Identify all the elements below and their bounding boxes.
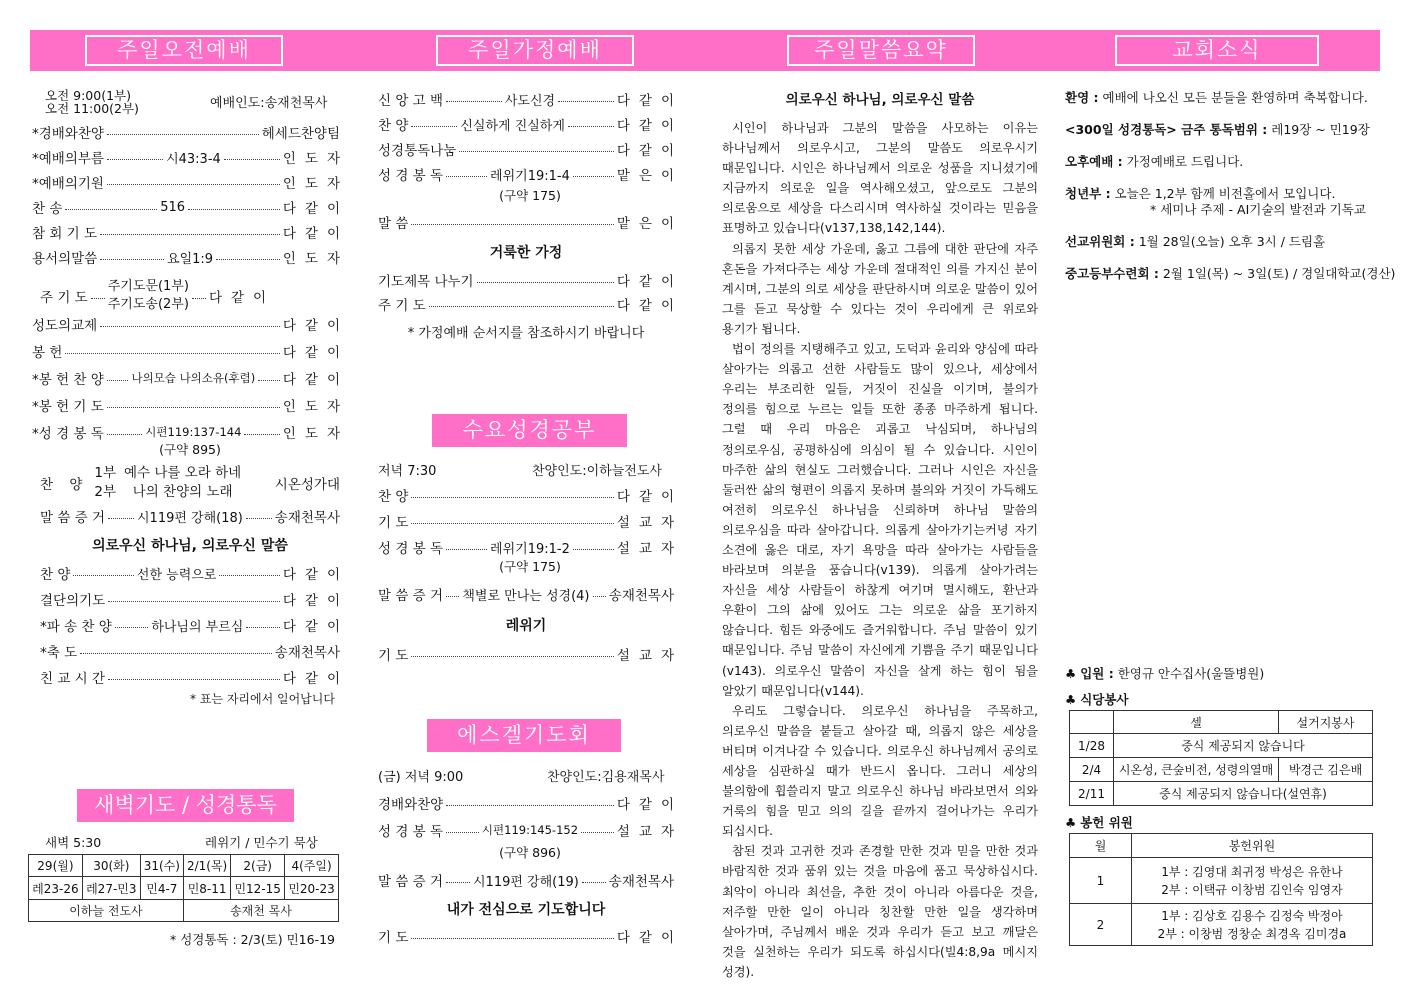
- order-who: 인도자: [282, 151, 349, 167]
- home-word-row: [378, 212, 683, 232]
- order-who: 다같이: [616, 797, 683, 813]
- order-label: 주 기 도: [378, 298, 426, 314]
- dawn-title: 새벽기도 / 성경통독: [77, 789, 294, 822]
- order-who: 다같이: [616, 489, 683, 505]
- order-mid: 레위기19:1-2: [490, 541, 570, 557]
- header-sermon-summary: 주일말씀요약: [787, 35, 975, 66]
- order-label: 찬 양: [40, 567, 71, 583]
- order-label: 경배와찬양: [378, 797, 444, 813]
- dawn-day: 2(금): [231, 855, 285, 877]
- order-label: 찬 송: [32, 201, 63, 217]
- order-row: [32, 122, 340, 142]
- dawn-leader-1: 이하늘 전도사: [29, 900, 184, 922]
- dawn-day: 4(주일): [285, 855, 339, 877]
- sermon-title: 의로우신 하나님, 의로우신 말씀: [785, 92, 975, 108]
- order-mid: 하나님의 부르심: [151, 619, 244, 635]
- order-who: 맡은이: [616, 216, 683, 232]
- wed-time: 저녁 7:30: [378, 464, 437, 479]
- ezekiel-time: (금) 저녁 9:00: [378, 770, 464, 785]
- morning-time-1: 오전 9:00(1부): [45, 88, 131, 103]
- prayer-1: 주기도문(1부): [107, 279, 189, 294]
- order-who: 송재천목사: [274, 645, 340, 661]
- ezekiel-ref: (구약 896): [499, 845, 561, 860]
- morning-hymn-ref: (구약 895): [159, 442, 221, 457]
- order-row: [378, 793, 683, 813]
- sermon-body: [722, 118, 1038, 982]
- meal-date: 2/4: [1070, 758, 1114, 782]
- order-row: [378, 511, 683, 531]
- news-youth-sub: * 세미나 주제 - AI기술의 발전과 기독교: [1150, 202, 1366, 217]
- news-key: 청년부 :: [1065, 186, 1111, 201]
- order-who: 다같이: [616, 930, 683, 946]
- order-mid: 시43:3-4: [166, 151, 221, 167]
- wed-ref: (구약 175): [499, 559, 561, 574]
- order-label: 결단의기도: [40, 593, 106, 609]
- ezekiel-leader: 찬양인도:김용재목사: [547, 770, 665, 785]
- sermon-paragraph: 시인이 하나님과 그분의 말씀을 사모하는 이유는 하나님께서 의로우시고, 그분의 말씀도 의로우시기 때문입니다. 시인은 하나님께서 의로운 성품을 지니셨기에 지금까지 의로운 일을 역사해오셨고, 앞으로도 그분의 의로움으로 세상을 다스리시며 역사하실 것이라는 믿음을 표명하고 있습니다(v137,138,142,144).: [722, 121, 1038, 236]
- news-text: 가정예배로 드립니다.: [1122, 154, 1244, 169]
- order-row: [32, 197, 350, 217]
- order-who: 다같이: [208, 290, 276, 306]
- order-row: [32, 247, 350, 267]
- news-text: 예배에 나오신 모든 분들을 환영하며 축복합니다.: [1098, 90, 1368, 105]
- meal-dish: 박경근 김은배: [1279, 758, 1373, 782]
- order-label: 찬 양: [378, 118, 409, 134]
- order-label: 주 기 도: [40, 290, 88, 306]
- sermon-paragraph: 참된 것과 고귀한 것과 존경할 만한 것과 믿을 만한 것과 바람직한 것과 품위 있는 것을 마음에 품고 묵상하십시다. 최악이 아니라 최선을, 추한 것이 아니라 아름다운 것을, 저주할 만한 일이 아니라 칭찬할 만한 일을 생각하며 살아가며, 주님께서 배운 것과 우리가 듣고 보고 깨달은 것을 실천하는 우리가 되도록 하십시다(빌4:8,9a 메시지 성경).: [722, 844, 1038, 979]
- offer-title-text: 봉헌 위원: [1080, 815, 1133, 830]
- order-mid: 사도신경: [504, 93, 556, 109]
- order-who: 인도자: [282, 251, 350, 267]
- order-label: 성 경 봉 독: [378, 168, 444, 184]
- order-row: [32, 147, 349, 167]
- order-label: *경배와찬양: [32, 126, 104, 142]
- order-label: 참 회 기 도: [32, 226, 98, 242]
- order-row: [32, 368, 350, 388]
- order-who: 인도자: [282, 426, 350, 442]
- order-who: 다같이: [282, 567, 350, 583]
- meal-title: [1065, 690, 1129, 708]
- news-key: 선교위원회 :: [1065, 234, 1135, 249]
- order-row: [32, 314, 349, 334]
- order-label: 기 도: [378, 648, 409, 664]
- anthem-1-title: 예수 나를 오라 하네: [124, 465, 242, 481]
- order-who: 다같이: [282, 619, 349, 635]
- order-mid: 시119편 강해(19): [472, 874, 579, 890]
- news-key: 오후예배 :: [1065, 154, 1123, 169]
- dawn-day: 30(화): [82, 855, 140, 877]
- anthem-1-part: 1부: [94, 465, 117, 481]
- dawn-leader-2: 송재천 목사: [183, 900, 338, 922]
- order-label: *성 경 봉 독: [32, 426, 104, 442]
- order-row: [378, 294, 683, 314]
- dawn-reading: 레27-민3: [82, 877, 140, 900]
- header-morning-worship: 주일오전예배: [85, 35, 283, 66]
- dawn-time: 새벽 5:30: [45, 835, 102, 850]
- order-label: *봉 헌 기 도: [32, 399, 104, 415]
- order-label: 찬 양: [378, 489, 409, 505]
- order-mid: 나의모습 나의소유(후렴): [131, 371, 256, 385]
- order-who: 다같이: [282, 372, 350, 388]
- sermon-paragraph: 법이 정의를 지탱해주고 있고, 도덕과 윤리와 양심에 따라 살아가는 의롭고 선한 사람들도 많이 있으나, 세상에서 우리는 부조리한 일들, 거짓이 진실을 이기며, 불의가 정의를 힘으로 누르는 일들 또한 종종 마주하게 됩니다. 그럴 때 우리 마음은 괴롭고 낙심되며, 하나님의 정의로우심, 공평하심에 의심이 될 수 있습니다. 시인이 마주한 삶의 현실도 그러했습니다. 그러나 시인은 자신을 둘러싼 삶의 형편이 의롭지 못하며 불의와 거짓이 가득해도 여전히 의로우신 하나님을 신뢰하며 하나님 말씀의 의로우심을 따라 살아갑니다. 의롭게 살아가기는커녕 자기 소견에 옳은 대로, 자기 욕망을 따라 살아가는 사람들을 바라보며 의분을 품습니다(v139). 의롭게 살아가려는 자신을 세상 사람들이 하찮게 여기며 멸시해도, 환난과 우환이 그의 삶에 있어도 그는 의로운 삶을 포기하지 않습니다. 힘든 와중에도 즐거워합니다. 주님 말씀이 있기 때문입니다. 주님 말씀이 자신에게 기쁨을 주기 때문입니다(v143). 의로우신 말씀이 자신을 살게 하는 힘이 됨을 알았기 때문입니다(v144).: [722, 342, 1038, 698]
- order-row: [32, 341, 349, 361]
- order-mid: 레위기19:1-4: [490, 168, 570, 184]
- clover-icon: ♣: [1065, 815, 1077, 830]
- order-row: [378, 139, 683, 159]
- order-who: 다같이: [282, 593, 349, 609]
- clover-icon: ♣: [1065, 692, 1077, 707]
- ezekiel-prayer-row: [378, 926, 683, 946]
- dawn-day: 29(월): [29, 855, 83, 877]
- news-text: 오늘은 1,2부 함께 비전홀에서 모입니다.: [1110, 186, 1336, 201]
- offer-table: [1069, 833, 1373, 946]
- news-key: 중고등부수련회 :: [1065, 266, 1159, 281]
- order-who: 다같이: [282, 345, 349, 361]
- order-label: 기도제목 나누기: [378, 274, 474, 290]
- order-who: 다같이: [282, 201, 350, 217]
- anthem-who: 시온성가대: [274, 477, 340, 493]
- order-label: 성도의교제: [32, 318, 98, 334]
- news-item-retreat: [1065, 264, 1395, 282]
- meal-cell: 중식 제공되지 않습니다(설연휴): [1114, 782, 1373, 806]
- morning-testimony-row: [40, 506, 340, 526]
- order-label: 기 도: [378, 930, 409, 946]
- order-label: 말 씀 증 거: [40, 510, 106, 526]
- news-hospital: [1065, 664, 1264, 682]
- offer-month: 1: [1070, 858, 1132, 904]
- order-who: 다같이: [616, 298, 683, 314]
- offer-head-members: 봉헌위원: [1132, 834, 1373, 858]
- wed-book: 레위기: [505, 618, 547, 634]
- order-mid: 선한 능력으로: [136, 567, 217, 583]
- anthem-row: [40, 464, 340, 502]
- morning-prayer-row: [40, 278, 340, 314]
- wed-leader: 찬양인도:이하늘전도사: [532, 464, 662, 479]
- dawn-day: 2/1(목): [183, 855, 230, 877]
- anthem-label: 찬 양: [40, 477, 89, 493]
- header-church-news: 교회소식: [1115, 35, 1319, 66]
- order-mid: 신실하게 진실하게: [460, 118, 565, 134]
- news-text: 레19장 ~ 민19장: [1267, 122, 1370, 137]
- offer-head-month: 월: [1070, 834, 1132, 858]
- home-note: * 가정예배 순서지를 참조하시기 바랍니다: [407, 326, 645, 341]
- dawn-reading: 레23-26: [29, 877, 83, 900]
- clover-icon: ♣: [1065, 666, 1077, 681]
- order-mid: 시편119:145-152: [481, 823, 579, 837]
- order-who: 다같이: [282, 671, 349, 687]
- wed-title: 수요성경공부: [432, 414, 627, 447]
- order-row: [378, 537, 684, 557]
- order-who: 다같이: [282, 226, 349, 242]
- order-row: [378, 89, 683, 109]
- order-label: *축 도: [40, 645, 78, 661]
- home-ref: (구약 175): [499, 188, 561, 203]
- order-row: [378, 114, 684, 134]
- news-key: 입원 :: [1080, 666, 1114, 681]
- order-row: [32, 422, 350, 442]
- order-label: 성 경 봉 독: [378, 541, 444, 557]
- order-row: [40, 589, 349, 609]
- dawn-reading: 민12-15: [231, 877, 285, 900]
- order-row: [40, 615, 349, 635]
- order-row: [32, 395, 349, 415]
- header-home-worship: 주일가정예배: [436, 35, 634, 66]
- meal-head-cell: 셀: [1114, 711, 1279, 734]
- morning-note: * 표는 자리에서 일어납니다: [190, 692, 335, 706]
- order-label: 말 씀 증 거: [378, 874, 444, 890]
- order-row: [40, 641, 340, 661]
- order-label: *파 송 찬 양: [40, 619, 112, 635]
- order-label: 친 교 시 간: [40, 671, 106, 687]
- order-who: 설교자: [616, 515, 683, 531]
- order-who: 헤세드찬양팀: [261, 126, 340, 142]
- meal-table: [1069, 710, 1373, 806]
- meal-head-dish: 설거지봉사: [1279, 711, 1373, 734]
- morning-time-2: 오전 11:00(2부): [45, 101, 139, 116]
- order-who: 설교자: [616, 541, 684, 557]
- ezekiel-testimony-row: [378, 870, 674, 890]
- order-row: [40, 563, 350, 583]
- order-row: [32, 222, 349, 242]
- dawn-note: * 성경통독 : 2/3(토) 민16-19: [170, 932, 335, 947]
- dawn-reading-table: [28, 854, 339, 922]
- order-mid: 책별로 만나는 성경(4): [462, 588, 590, 604]
- sermon-paragraph: 우리도 그렇습니다. 의로우신 하나님을 주목하고, 의로우신 말씀을 붙들고 살아갈 때, 의롭지 않은 세상을 버티며 이겨나갈 수 있습니다. 의로우신 하나님께서 공의로 세상을 심판하실 때가 반드시 옵니다. 그러니 세상의 불의함에 휩쓸리지 말고 의로우신 하나님 바라보면서 의와 거룩의 힘을 믿고 의의 길을 끝까지 걸어나가는 우리가 되십시다.: [722, 703, 1038, 839]
- order-label: *예배의부름: [32, 151, 104, 167]
- order-who: 송재천목사: [608, 874, 675, 890]
- order-label: 봉 헌: [32, 345, 63, 361]
- news-text: 한영규 안수집사(울뜰병원): [1113, 666, 1265, 681]
- order-row: [378, 485, 683, 505]
- order-who: 다같이: [616, 118, 684, 134]
- order-mid: 시119편 강해(18): [136, 510, 243, 526]
- news-key: <300일 성경통독> 금주 통독범위 :: [1065, 122, 1268, 137]
- dawn-day: 31(수): [140, 855, 183, 877]
- offer-title: [1065, 813, 1133, 831]
- dawn-reading: 민8-11: [183, 877, 230, 900]
- order-row: [40, 667, 349, 687]
- meal-cell: 중식 제공되지 않습니다: [1114, 734, 1373, 758]
- prayer-2: 주기도송(2부): [107, 297, 189, 312]
- news-item-reading: [1065, 120, 1370, 138]
- order-row: [378, 164, 684, 184]
- order-mid: 516: [160, 199, 186, 215]
- order-row: [32, 172, 349, 192]
- news-key: 환영 :: [1065, 90, 1099, 105]
- order-who: 다같이: [616, 143, 683, 159]
- order-label: 용서의말씀: [32, 251, 98, 267]
- news-text: 1월 28일(오늘) 오후 3시 / 드림홀: [1134, 234, 1326, 249]
- order-label: *예배의기원: [32, 176, 104, 192]
- news-item-welcome: [1065, 88, 1368, 106]
- offer-line: 1부 : 김상호 김용수 김정숙 박정아: [1161, 908, 1343, 923]
- news-item-afternoon: [1065, 152, 1243, 170]
- order-who: 송재천목사: [274, 510, 341, 526]
- news-text: 2월 1일(목) ~ 3일(토) / 경일대학교(경산): [1158, 266, 1396, 281]
- morning-sermon-title: 의로우신 하나님, 의로우신 말씀: [92, 538, 288, 554]
- order-label: 기 도: [378, 515, 409, 531]
- order-label: 말 씀: [378, 216, 409, 232]
- morning-leader: 예배인도:송재천목사: [210, 96, 328, 111]
- order-who: 인도자: [282, 399, 349, 415]
- offer-line: 2부 : 이창범 정창순 최경옥 김미경a: [1157, 926, 1347, 941]
- order-row: [378, 820, 684, 840]
- order-label: 성 경 봉 독: [378, 824, 444, 840]
- order-who: 설교자: [616, 648, 683, 664]
- dawn-leader: 레위기 / 민수기 묵상: [205, 835, 318, 850]
- order-who: 설교자: [616, 824, 684, 840]
- holy-family-title: 거룩한 가정: [489, 245, 563, 261]
- order-who: 인도자: [282, 176, 349, 192]
- order-who: 맡은이: [616, 168, 684, 184]
- ezekiel-pray-title: 내가 전심으로 기도합니다: [446, 902, 606, 918]
- order-mid: 시편119:137-144: [145, 425, 242, 439]
- order-row: [378, 270, 683, 290]
- order-label: 신 앙 고 백: [378, 93, 444, 109]
- meal-date: 2/11: [1070, 782, 1114, 806]
- ezekiel-title: 에스겔기도회: [427, 719, 621, 752]
- meal-title-text: 식당봉사: [1080, 692, 1129, 707]
- meal-date: 1/28: [1070, 734, 1114, 758]
- wed-testimony-row: [378, 584, 674, 604]
- dawn-reading: 민4-7: [140, 877, 183, 900]
- offer-line: 2부 : 이택규 이창범 김인숙 임영자: [1161, 882, 1343, 897]
- news-item-mission: [1065, 232, 1325, 250]
- order-who: 다같이: [616, 274, 683, 290]
- order-who: 송재천목사: [608, 588, 675, 604]
- offer-month: 2: [1070, 904, 1132, 946]
- order-label: 말 씀 증 거: [378, 588, 444, 604]
- anthem-2-title: 나의 찬양의 노래: [132, 484, 233, 500]
- order-who: 다같이: [282, 318, 349, 334]
- order-who: 다같이: [616, 93, 683, 109]
- anthem-2-part: 2부: [94, 484, 117, 500]
- offer-line: 1부 : 김영대 최귀정 박성은 유한나: [1161, 864, 1343, 879]
- order-label: *봉 헌 찬 양: [32, 372, 104, 388]
- meal-cell: 시온성, 큰숲비전, 성령의열매: [1114, 758, 1279, 782]
- order-label: 성경통독나눔: [378, 143, 457, 159]
- order-mid: 요일1:9: [167, 251, 214, 267]
- wed-prayer-row: [378, 644, 683, 664]
- sermon-paragraph: 의롭지 못한 세상 가운데, 옳고 그름에 대한 판단에 자주 혼돈을 가져다주는 세상 가운데 절대적인 의를 가지신 분이 계시며, 그분의 의로 세상을 판단하시며 의로운 말씀이 있어 그를 듣고 묵상할 수 있다는 것이 우리에게 큰 위로와 용기가 됩니다.: [722, 241, 1038, 336]
- dawn-reading: 민20-23: [285, 877, 339, 900]
